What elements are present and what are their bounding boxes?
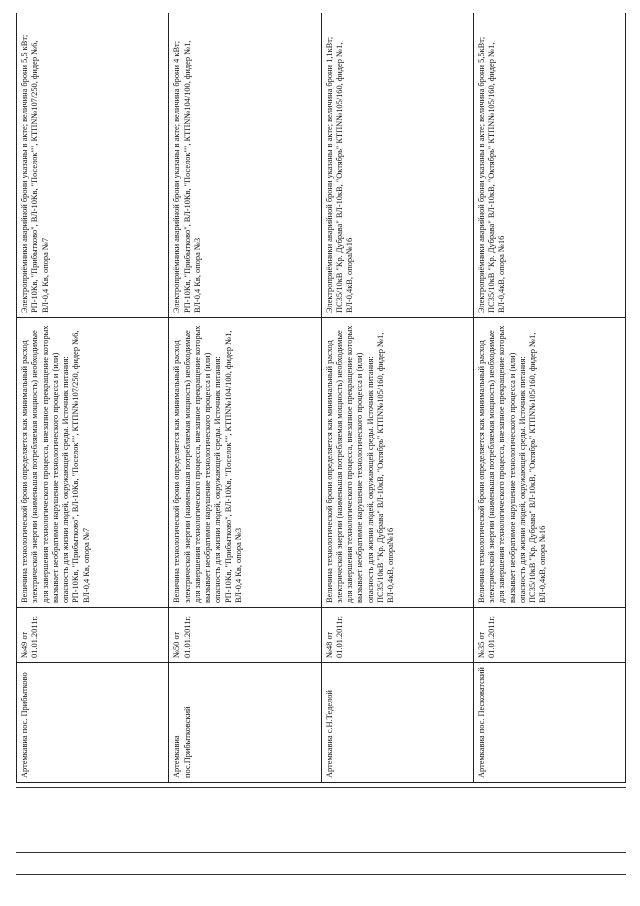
location-cell: Артемкавиа пос. Песковатский bbox=[473, 663, 625, 783]
act-cell: №35 от 01.01.2011г. bbox=[473, 608, 625, 663]
description-cell: Величина технологической брони определяется как минимальный расход электрической энергии (наименьшая потребляемая мощность) необходимые для завершения технологического процесса, внезапное прекращение которых вызывает необратимое нарушение технологического процесса и (или) опасность для жизни людей, окружающей среды. Источник питания: РП-10Кв, "Прибытково", ВЛ-10Кв, "Поселок"", КТПN№107/250, фидер №6, ВЛ-0,4 Кв, опора №7 bbox=[17, 318, 169, 608]
table-row bbox=[321, 13, 473, 783]
description-cell: Величина технологической брони определяется как минимальный расход электрической энергии (наименьшая потребляемая мощность) необходимые для завершения технологического процесса, внезапное прекращение которых вызывает необратимое нарушение технологического процесса и (или) опасность для жизни людей, окружающей среды. Источник питания: РП-10Кв, "Прибытково", ВЛ-10Кв, "Поселок"", КТПN№104/100, фидер №1, ВЛ-0,4 Кв, опора №3 bbox=[169, 318, 321, 608]
reservation-table bbox=[16, 13, 626, 783]
act-cell: №50 от 01.01.2011г. bbox=[169, 608, 321, 663]
table-row bbox=[473, 13, 625, 783]
emergency-cell: Электроприёмники аварийной брони указаны в акте; величина брони 5,5кВт; ПС35/10кВ "Кр. Дубрава" ВЛ-10кВ, "Октябрь" КТПN№105/160, фидер №1, ВЛ-0,4кВ, опора №16 bbox=[473, 13, 625, 318]
emergency-cell: Электроприёмники аварийной брони указаны в акте; величина брони 5,5 кВт; РП-10Кв, "Прибытково", ВЛ-10Кв, "Поселок"", КТПN№107/250, фидер №6, ВЛ-0,4 Кв, опора №7 bbox=[17, 13, 169, 318]
footer-divider bbox=[16, 874, 626, 875]
footer-divider bbox=[16, 852, 626, 853]
location-cell: Артемкавиа пос. Прибытково bbox=[17, 663, 169, 783]
footer-divider bbox=[16, 787, 626, 788]
emergency-cell: Электроприёмники аварийной брони указаны в акте; величина брони 4 кВт; РП-10Кв, "Прибытково", ВЛ-10Кв, "Поселок"", КТПN№104/100, фидер №1, ВЛ-0,4 Кв, опора №3 bbox=[169, 13, 321, 318]
emergency-cell: Электроприёмники аварийной брони указаны в акте; величина брони 1,1кВт; ПС35/10кВ "Кр. Дубрава" ВЛ-10кВ, "Октябрь" КТПN№105/160, фидер №1, ВЛ-0,4кВ, опора№16 bbox=[321, 13, 473, 318]
location-cell: Артемкавиа с.Н.Теделой bbox=[321, 663, 473, 783]
rotated-table bbox=[16, 13, 626, 783]
rotated-table-container bbox=[16, 13, 626, 783]
table-row bbox=[169, 13, 321, 783]
act-cell: №49 от 01.01.2011г. bbox=[17, 608, 169, 663]
location-cell: Артемкавиа пос.Прибытковский bbox=[169, 663, 321, 783]
description-cell: Величина технологической брони определяется как минимальный расход электрической энергии (наименьшая потребляемая мощность) необходимые для завершения технологического процесса, внезапное прекращение которых вызывает необратимое нарушение технологического процесса и (или) опасность для жизни людей, окружающей среды. Источник питания: ПС35/10кВ "Кр. Дубрава" ВЛ-10кВ, "Октябрь" КТПN№105/160, фидер №1, ВЛ-0,4кВ, опора №16 bbox=[473, 318, 625, 608]
table-row bbox=[17, 13, 169, 783]
description-cell: Величина технологической брони определяется как минимальный расход электрической энергии (наименьшая потребляемая мощность) необходимые для завершения технологического процесса, внезапное прекращение которых вызывает необратимое нарушение технологического процесса и (или) опасность для жизни людей, окружающей среды. Источник питания: ПС35/10кВ "Кр. Дубрава" ВЛ-10кВ, "Октябрь" КТПN№105/160, фидер №1, ВЛ-0,4кВ, опора№16 bbox=[321, 318, 473, 608]
act-cell: №48 от 01.01.2011г. bbox=[321, 608, 473, 663]
